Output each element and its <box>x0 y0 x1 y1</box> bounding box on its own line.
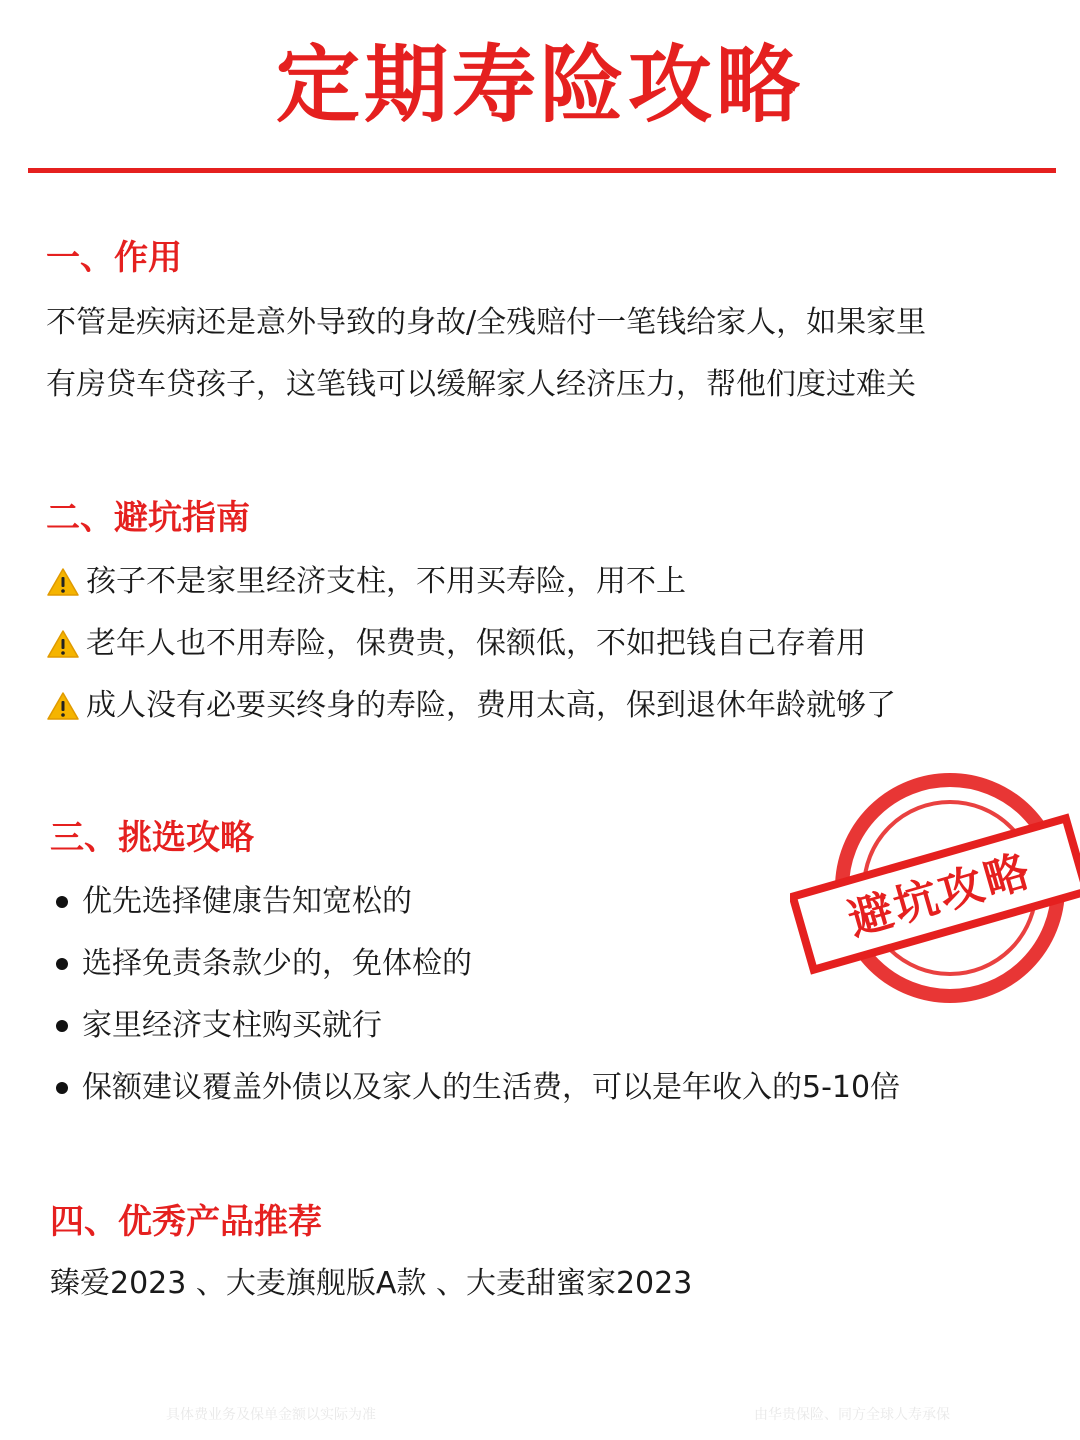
selection-item-text: 家里经济支柱购买就行 <box>82 1008 382 1043</box>
section-heading-products: 四、优秀产品推荐 <box>50 1202 322 1242</box>
pitfall-item-text: 成人没有必要买终身的寿险，费用太高，保到退休年龄就够了 <box>86 688 896 723</box>
section-function-text <box>46 292 926 416</box>
selection-item <box>50 880 412 924</box>
pitfall-item <box>46 622 866 666</box>
footer-disclaimer-left: 具体费业务及保单金额以实际为准 <box>166 1407 376 1423</box>
stamp-text: 避坑攻略 <box>842 845 1038 946</box>
warning-icon <box>46 691 80 721</box>
warning-icon <box>46 567 80 597</box>
pitfall-item-text: 孩子不是家里经济支柱，不用买寿险，用不上 <box>86 564 686 599</box>
bullet-icon <box>56 1020 68 1032</box>
pitfall-item <box>46 560 686 604</box>
selection-item-text: 保额建议覆盖外债以及家人的生活费，可以是年收入的5-10倍 <box>82 1070 901 1105</box>
warning-icon <box>46 629 80 659</box>
bullet-icon <box>56 1082 68 1094</box>
section-heading-selection: 三、挑选攻略 <box>50 818 254 858</box>
pitfall-item-text: 老年人也不用寿险，保费贵，保额低，不如把钱自己存着用 <box>86 626 866 661</box>
function-line-2: 有房贷车贷孩子，这笔钱可以缓解家人经济压力，帮他们度过难关 <box>46 367 916 402</box>
section-heading-pitfalls: 二、避坑指南 <box>46 498 250 538</box>
selection-item <box>50 942 472 986</box>
footer-disclaimer-right: 由华贵保险、同方全球人寿承保 <box>754 1407 950 1423</box>
selection-item <box>50 1066 900 1110</box>
bullet-icon <box>56 958 68 970</box>
section-heading-function: 一、作用 <box>46 238 182 278</box>
selection-item-text: 选择免责条款少的，免体检的 <box>82 946 472 981</box>
title-divider <box>28 168 1056 173</box>
page-title: 定期寿险攻略 <box>275 36 804 134</box>
pitfall-item <box>46 684 896 728</box>
selection-item <box>50 1004 382 1048</box>
selection-item-text: 优先选择健康告知宽松的 <box>82 884 412 919</box>
function-line-1: 不管是疾病还是意外导致的身故/全残赔付一笔钱给家人，如果家里 <box>46 305 927 340</box>
stamp-seal <box>790 770 1080 1010</box>
bullet-icon <box>56 896 68 908</box>
product-recommendations: 臻爱2023 、大麦旗舰版A款 、大麦甜蜜家2023 <box>50 1266 693 1301</box>
